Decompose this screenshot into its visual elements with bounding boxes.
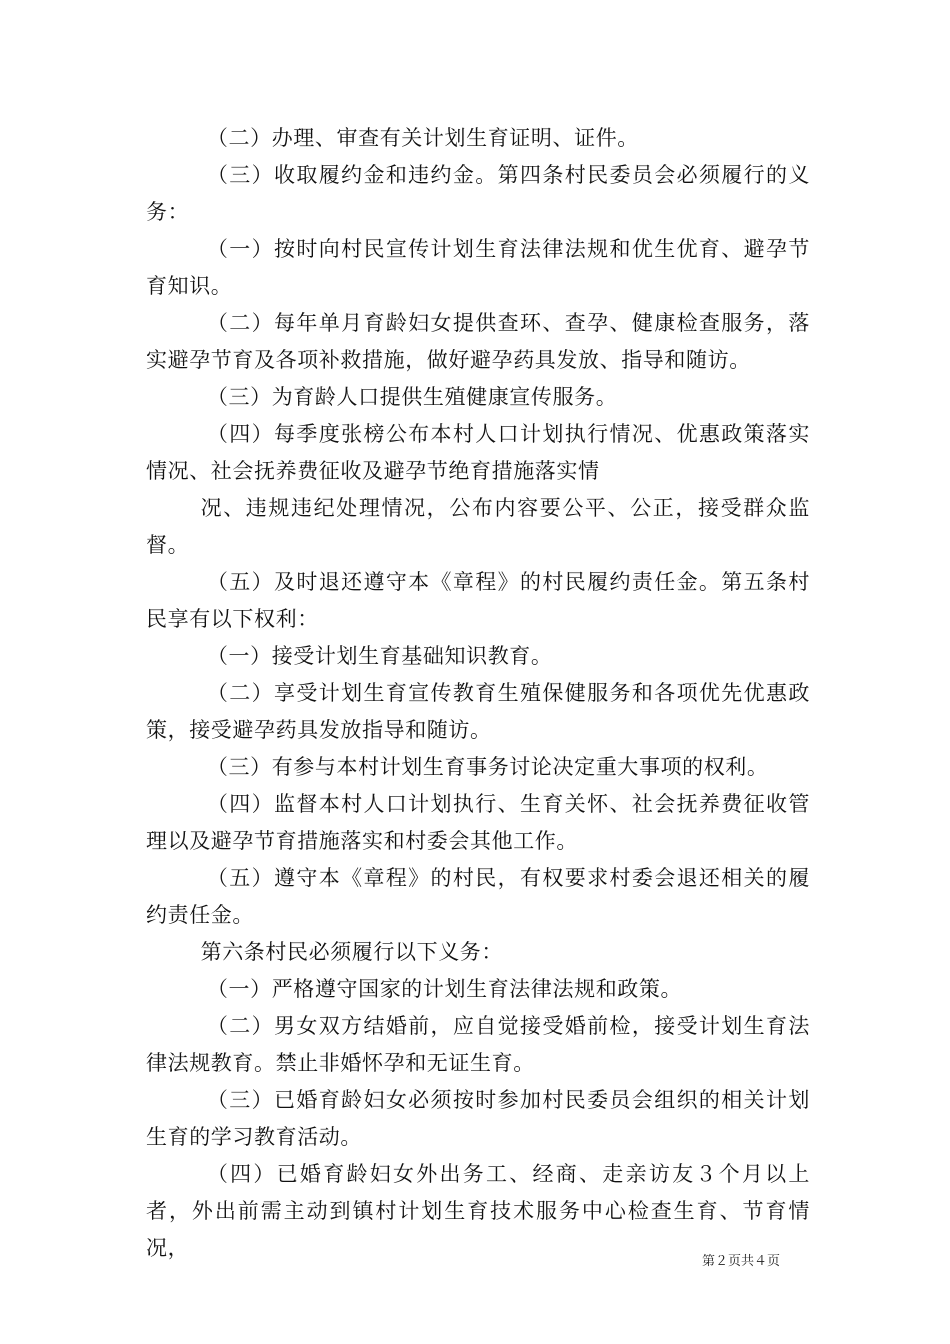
paragraph: （四）已婚育龄妇女外出务工、经商、走亲访友３个月以上者，外出前需主动到镇村计划生育技术服务中心检查生育、节育情况， bbox=[146, 1162, 810, 1260]
paragraph-continuation: 况、违规违纪处理情况，公布内容要公平、公正，接受群众监督。 bbox=[146, 496, 810, 557]
paragraph: （四）每季度张榜公布本村人口计划执行情况、优惠政策落实情况、社会抚养费征收及避孕节绝育措施落实情 bbox=[146, 422, 810, 483]
paragraph: （一）按时向村民宣传计划生育法律法规和优生优育、避孕节育知识。 bbox=[146, 237, 810, 298]
paragraph: （三）收取履约金和违约金。第四条村民委员会必须履行的义务： bbox=[146, 163, 810, 224]
paragraph: （五）及时退还遵守本《章程》的村民履约责任金。第五条村民享有以下权利： bbox=[146, 570, 810, 631]
paragraph: （一）严格遵守国家的计划生育法律法规和政策。 bbox=[206, 977, 683, 1001]
paragraph: （三）有参与本村计划生育事务讨论决定重大事项的权利。 bbox=[206, 755, 769, 779]
paragraph: （一）接受计划生育基础知识教育。 bbox=[206, 644, 553, 668]
paragraph: （二）享受计划生育宣传教育生殖保健服务和各项优先优惠政策，接受避孕药具发放指导和随访。 bbox=[146, 681, 810, 742]
document-body bbox=[146, 120, 810, 1267]
page-number: 第２页共４页 bbox=[702, 1254, 781, 1269]
section-heading: 第六条村民必须履行以下义务： bbox=[200, 940, 503, 964]
paragraph: （二）每年单月育龄妇女提供查环、查孕、健康检查服务，落实避孕节育及各项补救措施，做好避孕药具发放、指导和随访。 bbox=[146, 311, 810, 372]
paragraph: （三）为育龄人口提供生殖健康宣传服务。 bbox=[206, 385, 618, 409]
paragraph: （二）办理、审查有关计划生育证明、证件。 bbox=[206, 126, 639, 150]
paragraph: （二）男女双方结婚前，应自觉接受婚前检，接受计划生育法律法规教育。禁止非婚怀孕和无证生育。 bbox=[146, 1014, 810, 1075]
paragraph: （五）遵守本《章程》的村民，有权要求村委会退还相关的履约责任金。 bbox=[146, 866, 810, 927]
paragraph: （三）已婚育龄妇女必须按时参加村民委员会组织的相关计划生育的学习教育活动。 bbox=[146, 1088, 810, 1149]
paragraph: （四）监督本村人口计划执行、生育关怀、社会抚养费征收管理以及避孕节育措施落实和村委会其他工作。 bbox=[146, 792, 810, 853]
